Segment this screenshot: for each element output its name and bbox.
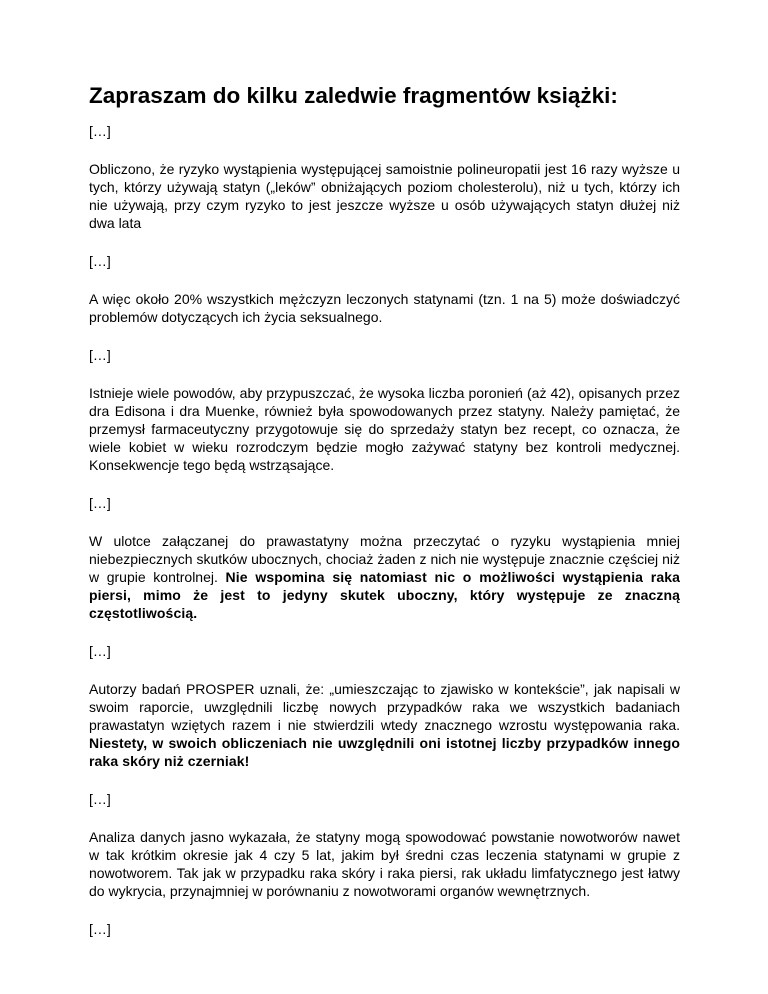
paragraph-pravastatin-leaflet xyxy=(89,532,680,622)
paragraph-prosper-study xyxy=(89,680,680,770)
ellipsis-marker: […] xyxy=(89,791,111,807)
ellipsis-marker: […] xyxy=(89,495,111,511)
paragraph-text: Istnieje wiele powodów, aby przypuszczać, że wysoka liczba poronień (aż 42), opisanych przez dra Edisona i dra Muenke, również była spowodowanych przez statyny. Należy pamiętać, że przemysł farmaceutyczny przygotowuje się do sprzedaży statyn bez recept, co oznacza, że wiele kobiet w wieku rozrodczym będzie mogło zażywać statyny bez kontroli medycznej. Konsekwencje tego będą wstrząsające. xyxy=(89,385,680,473)
paragraph-bold-text: Niestety, w swoich obliczeniach nie uwzględnili oni istotnej liczby przypadków innego raka skóry niż czerniak! xyxy=(89,735,680,769)
paragraph-text: Autorzy badań PROSPER uznali, że: „umieszczając to zjawisko w kontekście”, jak napisali w swoim raporcie, uwzględnili liczbę nowych przypadków raka we wszystkich badaniach prawastatyn wziętych razem i nie stwierdzili wtedy znacznego wzrostu występowania raka. xyxy=(89,681,680,733)
paragraph-text: A więc około 20% wszystkich mężczyzn leczonych statynami (tzn. 1 na 5) może doświadczyć problemów dotyczących ich życia seksualnego. xyxy=(89,291,680,325)
document-title: Zapraszam do kilku zaledwie fragmentów książki: xyxy=(89,83,618,108)
paragraph-miscarriages xyxy=(89,384,680,474)
paragraph-text: W ulotce załączanej do prawastatyny można przeczytać o ryzyku wystąpienia mniej niebezpiecznych skutków ubocznych, chociaż żaden z nich nie występuje znacznie częściej niż w grupie kontrolnej. xyxy=(89,533,680,585)
paragraph-data-analysis xyxy=(89,828,680,900)
paragraph-text: Obliczono, że ryzyko wystąpienia występującej samoistnie polineuropatii jest 16 razy wyższe u tych, którzy używają statyn („leków” obniżających poziom cholesterolu), niż u tych, którzy ich nie używają, przy czym ryzyko to jest jeszcze wyższe u osób używających statyn dłużej niż dwa lata xyxy=(89,161,680,231)
paragraph-polyneuropathy xyxy=(89,160,680,232)
ellipsis-marker: […] xyxy=(89,347,111,363)
paragraph-text: Analiza danych jasno wykazała, że statyny mogą spowodować powstanie nowotworów nawet w tak krótkim okresie jak 4 czy 5 lat, jakim był średni czas leczenia statynami w grupie z nowotworem. Tak jak w przypadku raka skóry i raka piersi, rak układu limfatycznego jest łatwy do wykrycia, przynajmniej w porównaniu z nowotworami organów wewnętrznych. xyxy=(89,829,680,899)
document-page xyxy=(89,82,680,958)
ellipsis-marker: […] xyxy=(89,123,111,139)
paragraph-bold-text: Nie wspomina się natomiast nic o możliwości wystąpienia raka piersi, mimo że jest to jedyny skutek uboczny, który występuje ze znaczną częstotliwością. xyxy=(89,569,681,621)
ellipsis-marker: […] xyxy=(89,643,111,659)
paragraph-sexual-problems xyxy=(89,290,680,326)
ellipsis-marker: […] xyxy=(89,253,111,269)
ellipsis-marker: […] xyxy=(89,921,111,937)
